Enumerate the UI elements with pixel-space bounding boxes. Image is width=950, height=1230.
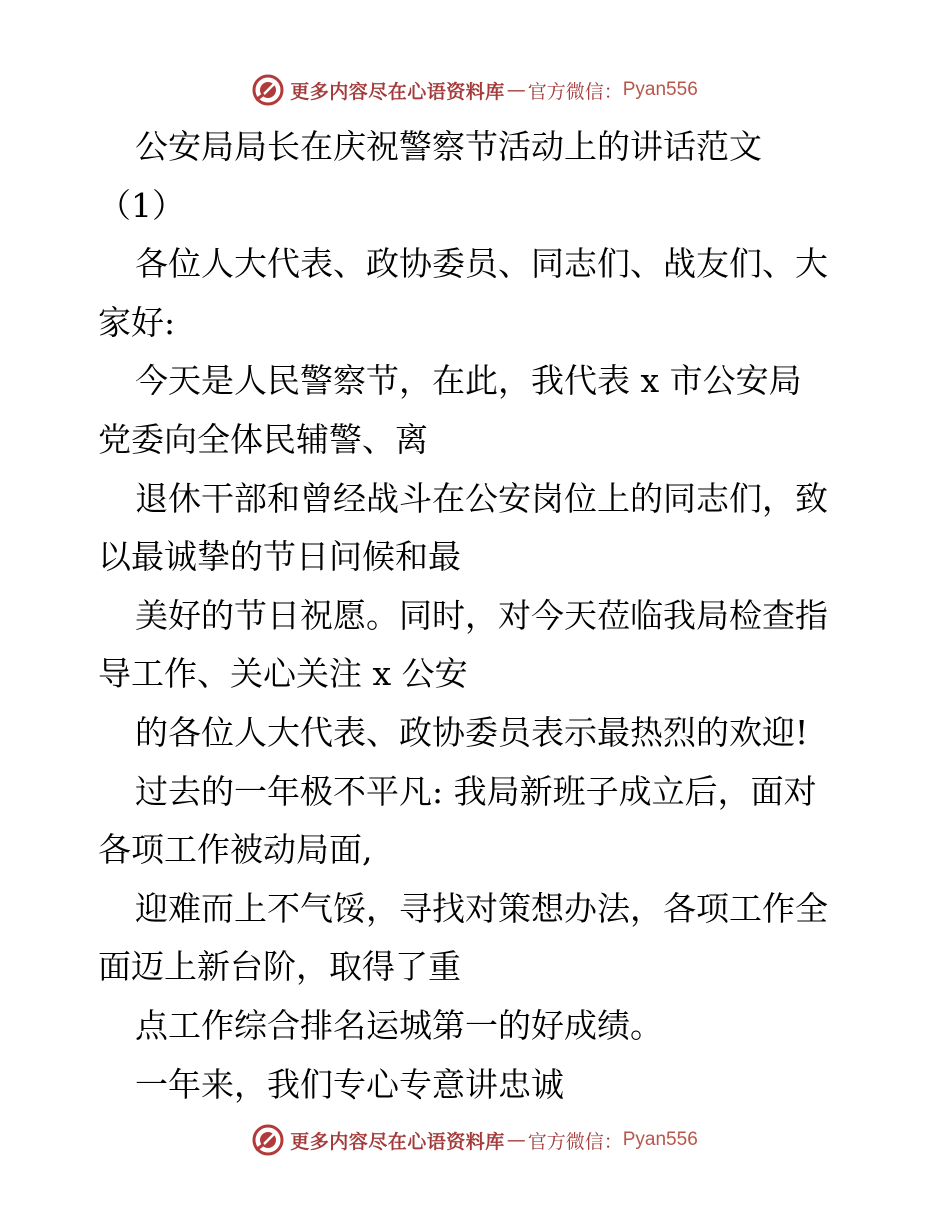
text-line: 面迈上新台阶，取得了重	[98, 947, 461, 987]
wechat-label: 官方微信：	[527, 80, 623, 103]
document-title-line-2: （1）	[98, 185, 185, 225]
text-line: 党委向全体民辅警、离	[98, 419, 428, 459]
document-paragraphs	[98, 235, 858, 1114]
banner-dash: —	[506, 1129, 526, 1151]
wechat-id: Pyan556	[622, 79, 698, 100]
banner-dash: —	[506, 79, 526, 101]
header-banner	[0, 70, 950, 110]
text-line: 过去的一年极不平凡: 我局新班子成立后，面对	[135, 771, 817, 811]
wechat-label: 官方微信：	[527, 1130, 623, 1153]
text-line: 美好的节日祝愿。同时，对今天莅临我局检查指	[135, 595, 828, 635]
text-line: 以最诚挚的节日问候和最	[98, 537, 461, 577]
banner-text: 更多内容尽在心语资料库	[290, 1130, 505, 1153]
text-line: 导工作、关心关注 x 公安	[98, 654, 468, 694]
text-line: 一年来，我们专心专意讲忠诚	[135, 1064, 564, 1104]
text-line: 退休干部和曾经战斗在公安岗位上的同志们，致	[135, 478, 828, 518]
footer-banner	[0, 1120, 950, 1160]
banner-text: 更多内容尽在心语资料库	[290, 80, 505, 103]
text-line: 各位人大代表、政协委员、同志们、战友们、大	[135, 244, 828, 284]
text-line: 迎难而上不气馁，寻找对策想办法，各项工作全	[135, 888, 828, 928]
text-line: 家好:	[98, 302, 176, 342]
wechat-id: Pyan556	[622, 1129, 698, 1150]
red-seal-logo-icon	[252, 74, 284, 106]
document-body	[98, 118, 858, 1114]
text-line: 各项工作被动局面,	[98, 830, 373, 870]
red-seal-logo-icon	[252, 1124, 284, 1156]
text-line: 的各位人大代表、政协委员表示最热烈的欢迎!	[135, 712, 809, 752]
text-line: 点工作综合排名运城第一的好成绩。	[135, 1005, 663, 1045]
text-line: 今天是人民警察节，在此，我代表 x 市公安局	[135, 361, 802, 401]
document-title-line-1: 公安局局长在庆祝警察节活动上的讲话范文	[135, 127, 762, 166]
